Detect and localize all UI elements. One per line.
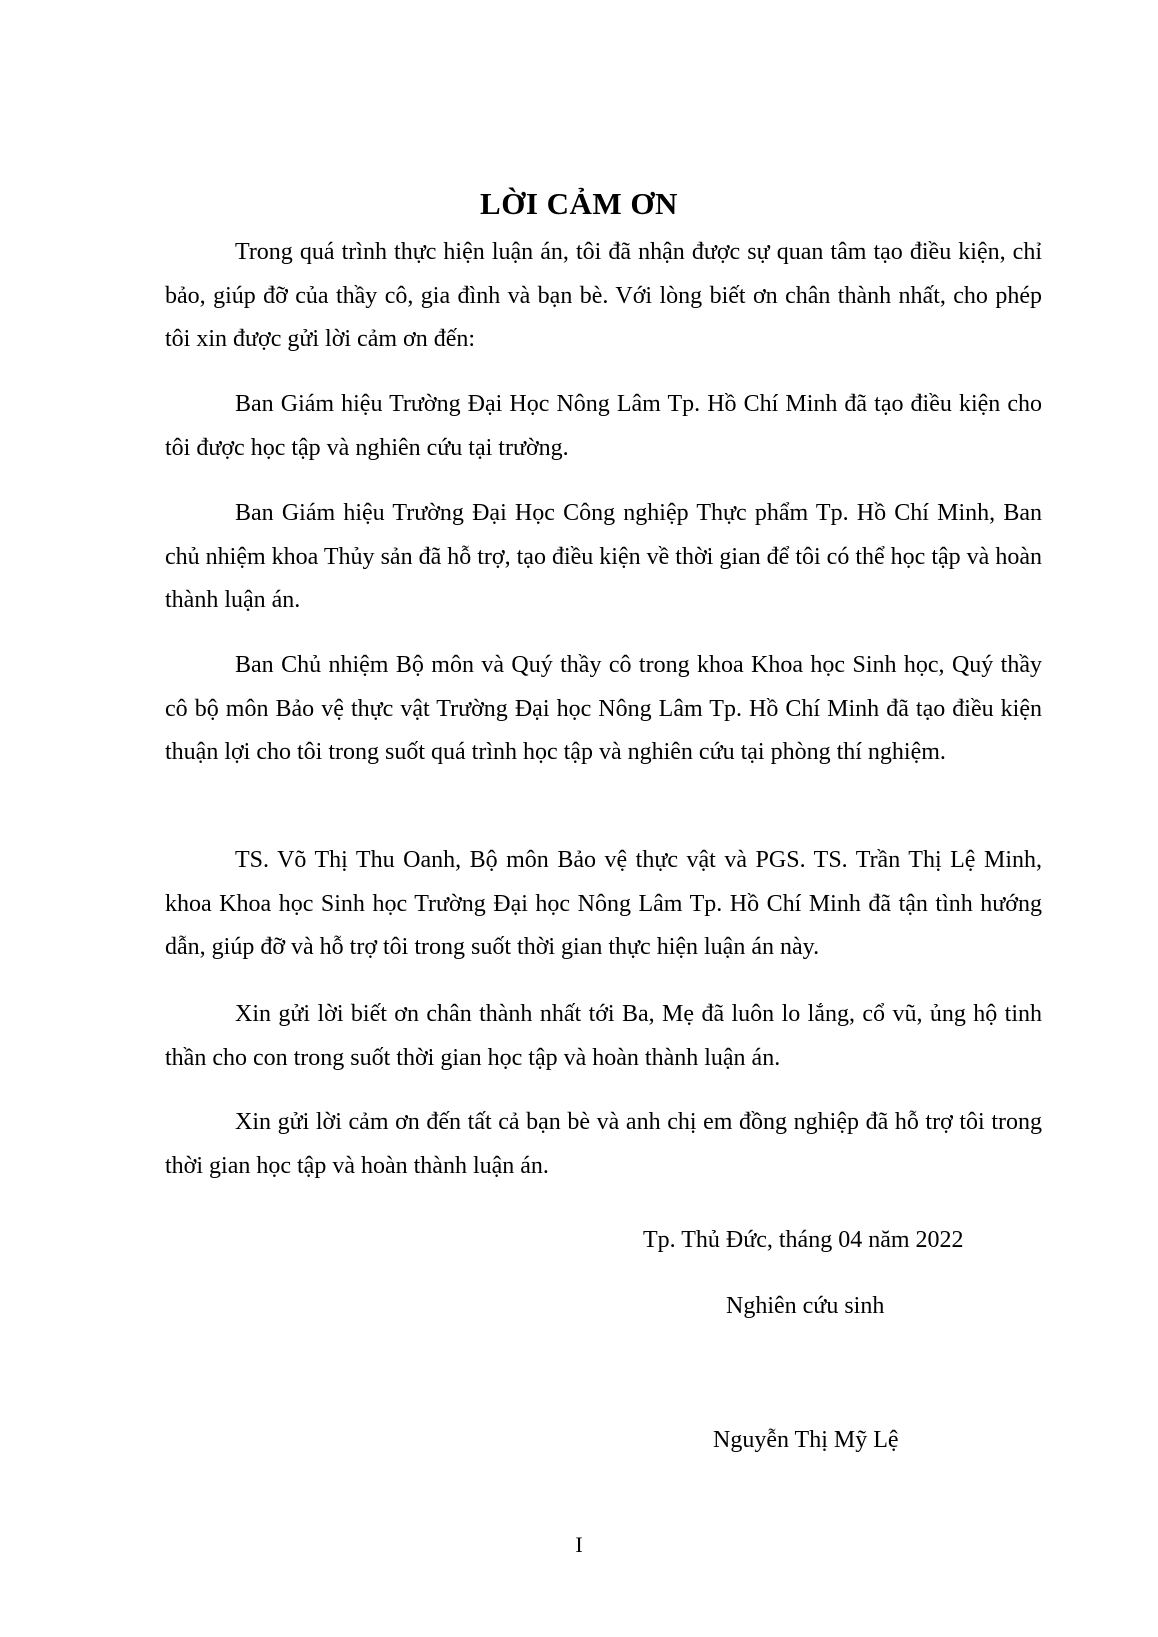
signature-place-date: Tp. Thủ Đức, tháng 04 năm 2022 (643, 1227, 964, 1253)
paragraph-biology-faculty: Ban Chủ nhiệm Bộ môn và Quý thầy cô trong khoa Khoa học Sinh học, Quý thầy cô bộ môn Bảo vệ thực vật Trường Đại học Nông Lâm Tp. Hồ Chí Minh đã tạo điều kiện thuận lợi cho tôi trong suốt quá trình học tập và nghiên cứu tại phòng thí nghiệm. (165, 652, 1042, 765)
signature-author-name: Nguyễn Thị Mỹ Lệ (713, 1427, 899, 1453)
page-title: LỜI CẢM ƠN (480, 186, 678, 221)
paragraph-food-industry-board: Ban Giám hiệu Trường Đại Học Công nghiệp Thực phẩm Tp. Hồ Chí Minh, Ban chủ nhiệm khoa Thủy sản đã hỗ trợ, tạo điều kiện về thời gian để tôi có thể học tập và hoàn thành luận án. (165, 500, 1042, 613)
paragraph-parents: Xin gửi lời biết ơn chân thành nhất tới Ba, Mẹ đã luôn lo lắng, cổ vũ, ủng hộ tinh thần cho con trong suốt thời gian học tập và hoàn thành luận án. (165, 1001, 1042, 1071)
paragraph-supervisors: TS. Võ Thị Thu Oanh, Bộ môn Bảo vệ thực vật và PGS. TS. Trần Thị Lệ Minh, khoa Khoa học Sinh học Trường Đại học Nông Lâm Tp. Hồ Chí Minh đã tận tình hướng dẫn, giúp đỡ và hỗ trợ tôi trong suốt thời gian thực hiện luận án này. (165, 847, 1042, 960)
paragraph-intro: Trong quá trình thực hiện luận án, tôi đã nhận được sự quan tâm tạo điều kiện, chỉ bảo, giúp đỡ của thầy cô, gia đình và bạn bè. Với lòng biết ơn chân thành nhất, cho phép tôi xin được gửi lời cảm ơn đến: (165, 239, 1042, 352)
page-number: I (575, 1532, 583, 1557)
signature-role: Nghiên cứu sinh (726, 1293, 885, 1319)
paragraph-nong-lam-board: Ban Giám hiệu Trường Đại Học Nông Lâm Tp. Hồ Chí Minh đã tạo điều kiện cho tôi được học tập và nghiên cứu tại trường. (165, 391, 1042, 461)
paragraph-friends-colleagues: Xin gửi lời cảm ơn đến tất cả bạn bè và anh chị em đồng nghiệp đã hỗ trợ tôi trong thời gian học tập và hoàn thành luận án. (165, 1109, 1042, 1179)
